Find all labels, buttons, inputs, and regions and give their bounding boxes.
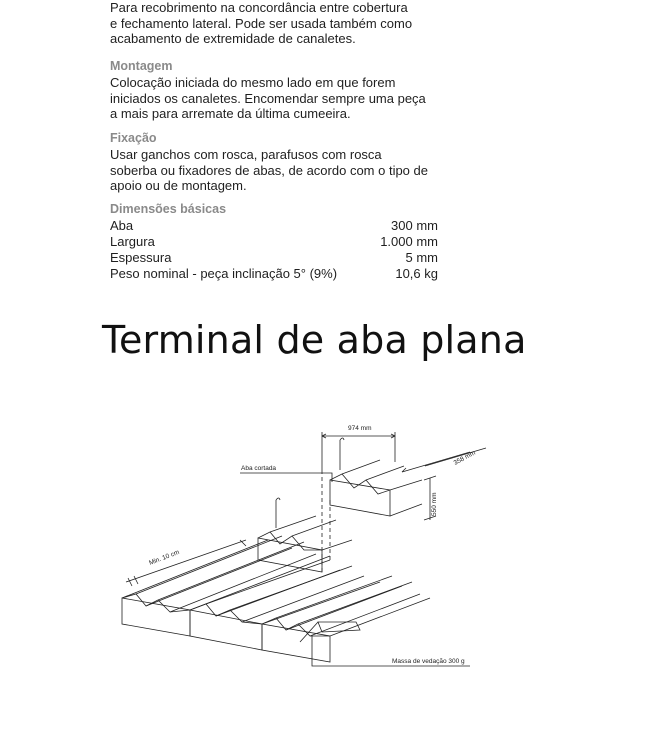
hook-icon (340, 438, 344, 470)
dimension-label: Aba (110, 218, 134, 233)
sheet-edge (122, 540, 268, 598)
dim-height: 550 mm (431, 492, 438, 516)
dimension-label: Espessura (110, 250, 172, 265)
dimension-label: Largura (110, 234, 155, 249)
fixacao-heading: Fixação (110, 131, 157, 145)
intro-line: Para recobrimento na concordância entre cobertura (110, 0, 408, 15)
sheet-end-profile (122, 598, 190, 636)
dim-depth: 358 mm (452, 449, 477, 467)
dim-width: 974 mm (348, 425, 372, 432)
leader-line (240, 473, 332, 482)
montagem-line: a mais para arremate da última cumeeira. (110, 106, 351, 122)
dimension-label: Peso nominal - peça inclinação 5° (9%) (110, 266, 338, 281)
terminal-piece-middle (258, 516, 352, 572)
sheet-edge (136, 536, 282, 594)
sheet-edge (262, 582, 380, 624)
montagem-line: iniciados os canaletes. Encomendar sempre uma peça (110, 90, 426, 106)
intro-line: acabamento de extremidade de canaletes. (110, 31, 356, 47)
intro-line: e fechamento lateral. Pode ser usada também como (110, 15, 413, 31)
dimension-value: 300 mm (391, 218, 438, 233)
montagem-line: Colocação iniciada do mesmo lado em que forem (110, 75, 396, 90)
page-title: Terminal de aba plana (102, 318, 527, 362)
terminal-bottom-piece (300, 622, 318, 642)
min-dimension (126, 540, 246, 586)
label-massa: Massa de vedação 300 g (392, 658, 465, 665)
montagem-heading: Montagem (110, 59, 173, 73)
label-aba: Aba cortada (241, 465, 277, 472)
sheet-rib-profile (190, 604, 262, 624)
terminal-piece-top (330, 460, 422, 516)
sheet-rib-profile (122, 594, 190, 612)
label-min: Min. 10 cm (148, 548, 181, 567)
fixacao-line: Usar ganchos com rosca, parafusos com rosca (110, 147, 382, 162)
sheet-end-profile (262, 624, 330, 662)
sheet-edge (206, 560, 330, 604)
dimension-value: 1.000 mm (380, 234, 438, 249)
dimension-value: 5 mm (405, 250, 438, 265)
sheet-edge (170, 554, 316, 612)
width-dimension (322, 432, 395, 470)
sheet-end-profile (190, 610, 262, 650)
dimensoes-heading: Dimensões básicas (110, 202, 227, 216)
hook-icon (276, 498, 280, 528)
sheet-edge (298, 582, 412, 624)
fixacao-line: apoio ou de montagem. (110, 178, 247, 194)
sheet-edge (330, 598, 430, 636)
dimension-value: 10,6 kg (395, 266, 438, 281)
fixacao-line: soberba ou fixadores de abas, de acordo com o tipo de (110, 162, 428, 178)
